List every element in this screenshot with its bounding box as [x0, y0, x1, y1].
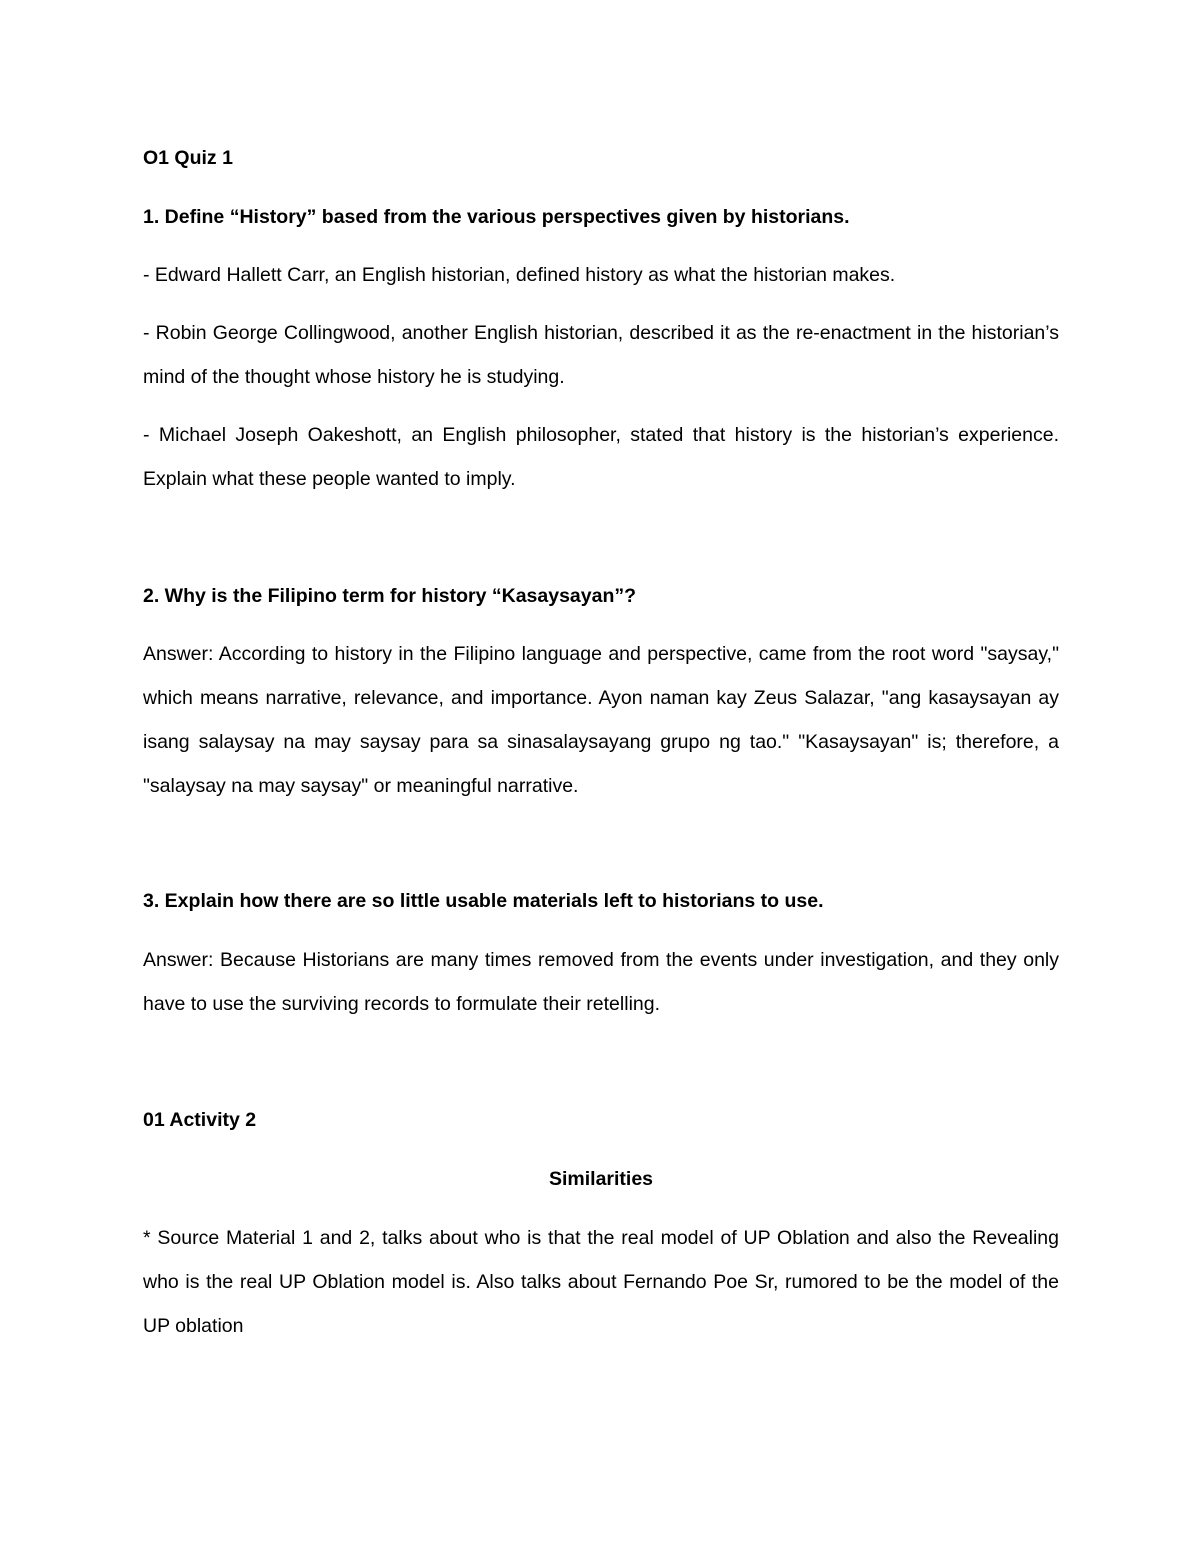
activity-subtitle: Similarities	[548, 1168, 654, 1190]
activity-text: * Source Material 1 and 2, talks about who is that the real model of UP Oblation and also the Revealing who is the real UP Oblation model is. Also talks about Fernando Poe Sr, rumored to be the model of the UP oblation	[143, 1227, 1059, 1337]
question-2: 2. Why is the Filipino term for history “Kasaysayan”?	[143, 585, 637, 607]
q1-item-oakeshott: - Michael Joseph Oakeshott, an English philosopher, stated that history is the historian’s experience. Explain what these people wanted to imply.	[143, 424, 1059, 490]
quiz-title: O1 Quiz 1	[143, 147, 233, 169]
question-3: 3. Explain how there are so little usable materials left to historians to use.	[143, 890, 824, 912]
answer-3: Answer: Because Historians are many times removed from the events under investigation, and they only have to use the surviving records to formulate their retelling.	[143, 949, 1059, 1015]
q1-item-collingwood: - Robin George Collingwood, another English historian, described it as the re-enactment in the historian’s mind of the thought whose history he is studying.	[143, 322, 1059, 388]
q1-item-carr: - Edward Hallett Carr, an English historian, defined history as what the historian makes.	[143, 264, 896, 286]
activity-title: 01 Activity 2	[143, 1109, 257, 1131]
question-1: 1. Define “History” based from the various perspectives given by historians.	[143, 206, 850, 228]
answer-2: Answer: According to history in the Filipino language and perspective, came from the root word "saysay," which means narrative, relevance, and importance. Ayon naman kay Zeus Salazar, "ang kasaysayan ay isang salaysay na may saysay para sa sinasalaysayang grupo ng tao." "Kasaysayan" is; therefore, a "salaysay na may saysay" or meaningful narrative.	[143, 643, 1059, 797]
